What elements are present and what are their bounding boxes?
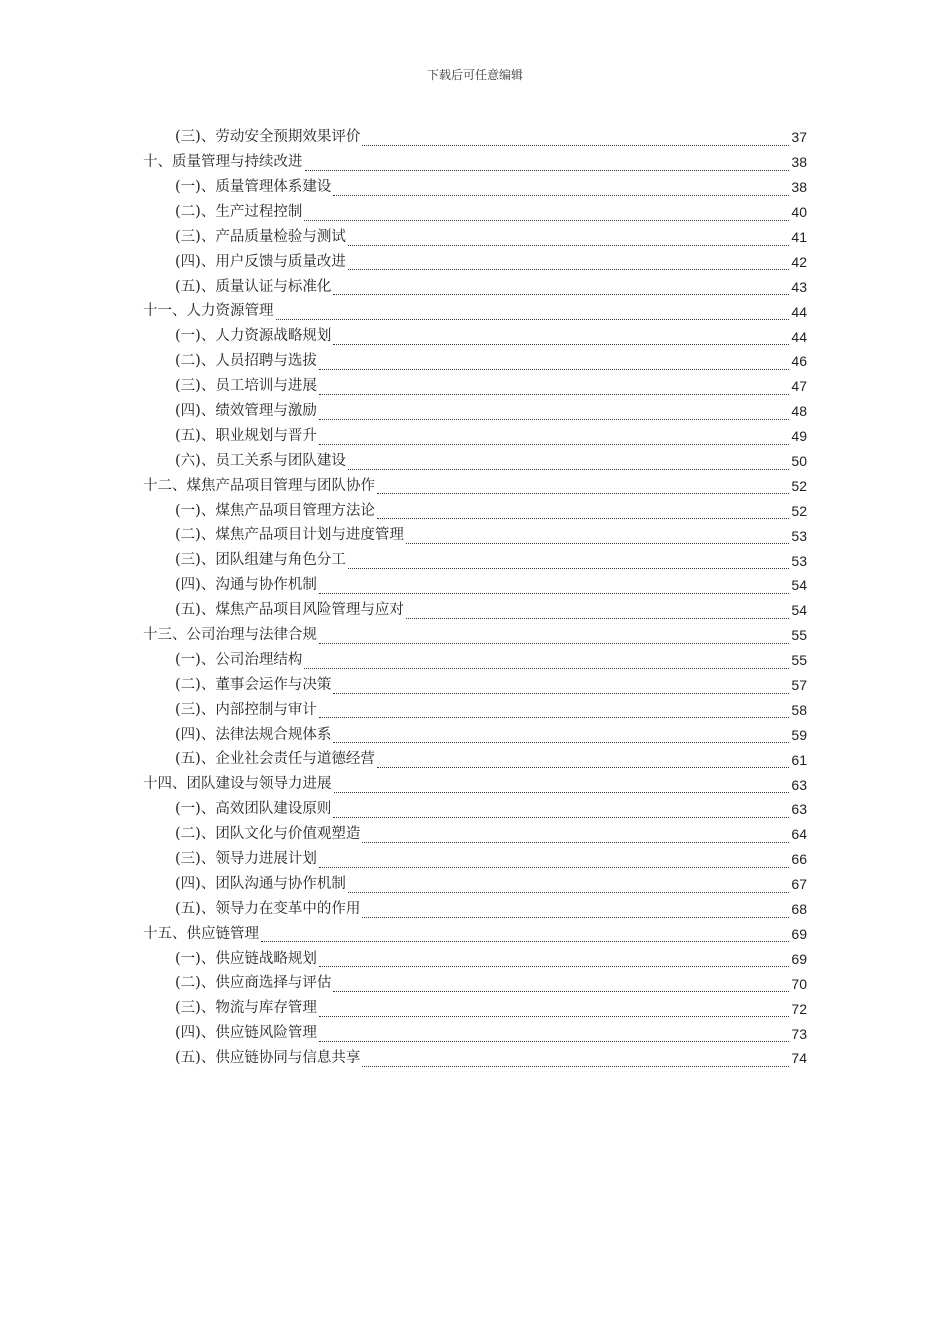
toc-page-number: 41: [791, 229, 807, 245]
toc-page-number: 44: [791, 328, 807, 345]
toc-page-number: 69: [791, 950, 807, 967]
toc-chapter-entry[interactable]: [143, 299, 807, 324]
toc-entry-title: (二)、供应商选择与评估: [175, 975, 332, 992]
toc-page-number: 67: [791, 876, 807, 893]
dot-leader: [319, 629, 789, 644]
dot-leader: [319, 703, 790, 718]
dot-leader: [362, 828, 789, 843]
toc-page-number: 74: [791, 1050, 807, 1067]
toc-chapter-entry[interactable]: [143, 623, 807, 648]
toc-section-entry[interactable]: [143, 971, 807, 996]
toc-section-entry[interactable]: [143, 200, 807, 225]
toc-page-number: 55: [791, 627, 807, 644]
dot-leader: [333, 181, 789, 196]
dot-leader: [319, 952, 790, 967]
toc-section-entry[interactable]: [143, 523, 807, 548]
toc-page-number: 53: [791, 527, 807, 544]
dot-leader: [333, 280, 789, 295]
dot-leader: [304, 654, 789, 669]
toc-page-number: 58: [791, 701, 807, 718]
toc-page-number: 38: [791, 154, 807, 171]
toc-entry-title: (一)、煤焦产品项目管理方法论: [175, 502, 375, 519]
toc-entry-title: (四)、法律法规合规体系: [175, 726, 332, 743]
toc-entry-title: (三)、员工培训与进展: [175, 378, 317, 395]
toc-page-number: 63: [791, 801, 807, 818]
toc-page-number: 38: [791, 179, 807, 196]
toc-entry-title: (一)、供应链战略规划: [175, 950, 317, 967]
toc-entry-title: (三)、团队组建与角色分工: [175, 552, 346, 569]
toc-page-number: 55: [791, 652, 807, 669]
dot-leader: [261, 927, 789, 942]
toc-section-entry[interactable]: [143, 274, 807, 299]
toc-page-number: 68: [791, 901, 807, 918]
toc-section-entry[interactable]: [143, 1021, 807, 1046]
toc-entry-title: (五)、供应链协同与信息共享: [175, 1050, 361, 1067]
toc-section-entry[interactable]: [143, 324, 807, 349]
toc-entry-title: (一)、质量管理体系建设: [175, 178, 332, 195]
dot-leader: [333, 679, 789, 694]
toc-page-number: 37: [791, 129, 807, 146]
dot-leader: [348, 554, 790, 569]
toc-section-entry[interactable]: [143, 946, 807, 971]
toc-chapter-entry[interactable]: [143, 150, 807, 175]
dot-leader: [319, 430, 790, 445]
toc-entry-title: (五)、质量认证与标准化: [175, 278, 332, 295]
toc-entry-title: (四)、沟通与协作机制: [175, 577, 317, 594]
toc-entry-title: (二)、团队文化与价值观塑造: [175, 826, 361, 843]
toc-entry-title: (四)、用户反馈与质量改进: [175, 253, 346, 270]
toc-page-number: 72: [791, 1000, 807, 1017]
toc-entry-title: 十三、公司治理与法律合规: [143, 627, 317, 643]
toc-chapter-entry[interactable]: [143, 473, 807, 498]
toc-page-number: 46: [791, 353, 807, 370]
toc-section-entry[interactable]: [143, 747, 807, 772]
dot-leader: [406, 529, 790, 544]
toc-page-number: 57: [791, 677, 807, 694]
toc-section-entry[interactable]: [143, 872, 807, 897]
toc-section-entry[interactable]: [143, 847, 807, 872]
toc-entry-title: (二)、人员招聘与选拔: [175, 353, 317, 370]
toc-page-number: 44: [791, 303, 807, 320]
toc-page-number: 50: [791, 453, 807, 470]
dot-leader: [305, 156, 790, 171]
dot-leader: [319, 853, 790, 868]
toc-entry-title: (二)、董事会运作与决策: [175, 676, 332, 693]
toc-entry-title: (六)、员工关系与团队建设: [175, 452, 346, 469]
toc-section-entry[interactable]: [143, 822, 807, 847]
toc-section-entry[interactable]: [143, 996, 807, 1021]
toc-page-number: 64: [791, 826, 807, 843]
table-of-contents: [143, 125, 807, 1071]
dot-leader: [333, 977, 789, 992]
toc-entry-title: (四)、团队沟通与协作机制: [175, 875, 346, 892]
toc-section-entry[interactable]: [143, 548, 807, 573]
dot-leader: [362, 1052, 789, 1067]
dot-leader: [319, 1002, 790, 1017]
dot-leader: [334, 778, 790, 793]
toc-section-entry[interactable]: [143, 175, 807, 200]
toc-section-entry[interactable]: [143, 1046, 807, 1071]
toc-section-entry[interactable]: [143, 225, 807, 250]
dot-leader: [377, 504, 790, 519]
toc-entry-title: (五)、企业社会责任与道德经营: [175, 751, 375, 768]
dot-leader: [319, 355, 790, 370]
dot-leader: [348, 455, 790, 470]
toc-page-number: 63: [791, 776, 807, 793]
toc-section-entry[interactable]: [143, 125, 807, 150]
toc-entry-title: (一)、高效团队建设原则: [175, 801, 332, 818]
toc-entry-title: (五)、煤焦产品项目风险管理与应对: [175, 602, 404, 619]
toc-entry-title: (五)、领导力在变革中的作用: [175, 900, 361, 917]
toc-page-number: 69: [791, 925, 807, 942]
dot-leader: [377, 753, 790, 768]
toc-entry-title: (二)、煤焦产品项目计划与进度管理: [175, 527, 404, 544]
dot-leader: [319, 405, 790, 420]
toc-page-number: 48: [791, 403, 807, 420]
toc-page-number: 73: [791, 1025, 807, 1042]
toc-page-number: 52: [791, 477, 807, 494]
toc-page-number: 52: [791, 502, 807, 519]
dot-leader: [319, 1027, 790, 1042]
toc-section-entry[interactable]: [143, 424, 807, 449]
dot-leader: [362, 903, 789, 918]
toc-page-number: 47: [791, 378, 807, 395]
toc-page-number: 43: [791, 278, 807, 295]
toc-page-number: 49: [791, 428, 807, 445]
toc-page-number: 40: [791, 204, 807, 221]
toc-section-entry[interactable]: [143, 648, 807, 673]
dot-leader: [406, 604, 790, 619]
toc-entry-title: (一)、人力资源战略规划: [175, 328, 332, 345]
toc-section-entry[interactable]: [143, 374, 807, 399]
toc-entry-title: (五)、职业规划与晋升: [175, 427, 317, 444]
dot-leader: [319, 380, 790, 395]
toc-page-number: 53: [791, 552, 807, 569]
toc-section-entry[interactable]: [143, 449, 807, 474]
dot-leader: [348, 255, 790, 270]
toc-page-number: 66: [791, 851, 807, 868]
page-header: 下载后可任意编辑: [426, 68, 523, 82]
toc-entry-title: (三)、物流与库存管理: [175, 1000, 317, 1017]
toc-entry-title: 十四、团队建设与领导力进展: [143, 776, 332, 793]
toc-section-entry[interactable]: [143, 797, 807, 822]
toc-entry-title: (四)、绩效管理与激励: [175, 402, 317, 419]
toc-chapter-entry[interactable]: [143, 772, 807, 797]
toc-entry-title: (三)、内部控制与审计: [175, 701, 317, 718]
toc-section-entry[interactable]: [143, 722, 807, 747]
toc-entry-title: (二)、生产过程控制: [175, 203, 303, 220]
toc-entry-title: 十二、煤焦产品项目管理与团队协作: [143, 477, 375, 494]
toc-page-number: 42: [791, 253, 807, 270]
toc-section-entry[interactable]: [143, 498, 807, 523]
toc-page-number: 59: [791, 726, 807, 743]
toc-section-entry[interactable]: [143, 249, 807, 274]
toc-entry-title: 十一、人力资源管理: [143, 303, 274, 320]
toc-chapter-entry[interactable]: [143, 922, 807, 947]
dot-leader: [276, 305, 790, 320]
dot-leader: [333, 728, 789, 743]
dot-leader: [333, 330, 789, 345]
dot-leader: [304, 206, 789, 221]
toc-entry-title: (一)、公司治理结构: [175, 651, 303, 668]
toc-section-entry[interactable]: [143, 349, 807, 374]
toc-entry-title: 十五、供应链管理: [143, 925, 259, 942]
toc-section-entry[interactable]: [143, 598, 807, 623]
toc-page-number: 61: [791, 751, 807, 768]
toc-entry-title: (四)、供应链风险管理: [175, 1025, 317, 1042]
dot-leader: [319, 579, 790, 594]
toc-section-entry[interactable]: [143, 673, 807, 698]
toc-page-number: 54: [791, 577, 807, 594]
toc-entry-title: (三)、产品质量检验与测试: [175, 228, 346, 245]
toc-entry-title: 十、质量管理与持续改进: [143, 154, 303, 171]
toc-section-entry[interactable]: [143, 573, 807, 598]
toc-section-entry[interactable]: [143, 697, 807, 722]
toc-entry-title: (三)、劳动安全预期效果评价: [175, 129, 361, 146]
dot-leader: [362, 131, 789, 146]
toc-entry-title: (三)、领导力进展计划: [175, 851, 317, 868]
dot-leader: [348, 878, 790, 893]
toc-page-number: 54: [791, 602, 807, 619]
dot-leader: [333, 803, 789, 818]
toc-page-number: 70: [791, 975, 807, 992]
toc-section-entry[interactable]: [143, 897, 807, 922]
toc-section-entry[interactable]: [143, 399, 807, 424]
dot-leader: [377, 479, 789, 494]
dot-leader: [348, 231, 790, 246]
